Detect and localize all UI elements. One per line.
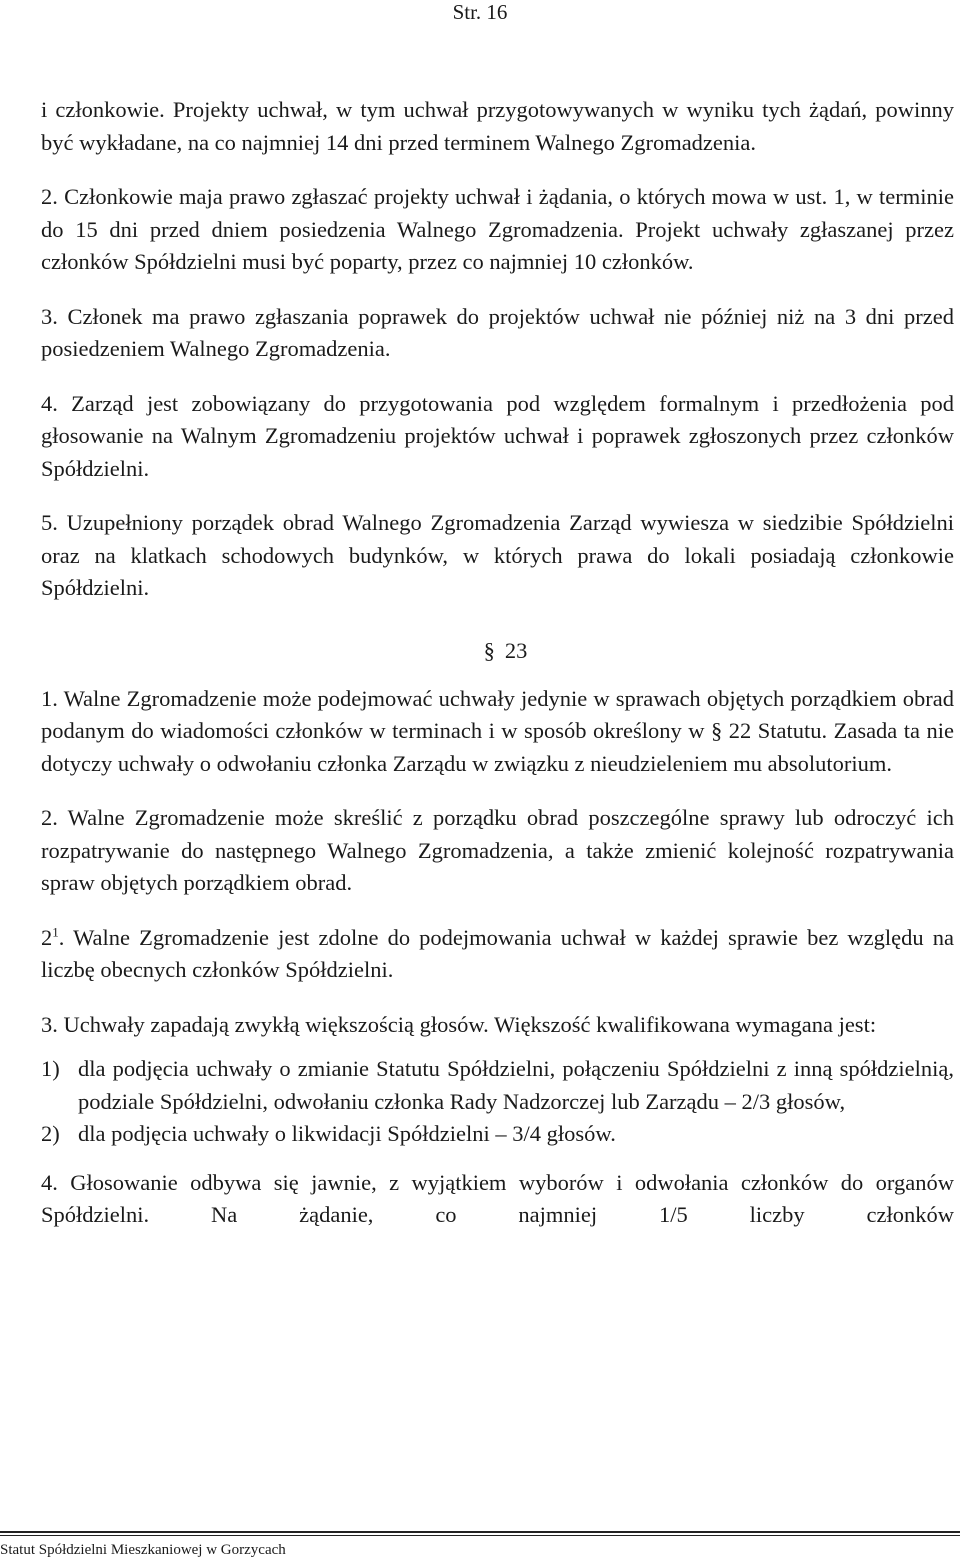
section-paragraph-1: 1. Walne Zgromadzenie może podejmować uchwały jedynie w sprawach objętych porządkiem obrad podanym do wiadomości członków w terminach i w sposób określony w § 22 Statutu. Zasada ta nie dotyczy uchwały o odwołaniu członka Zarządu w związku z nieudzieleniem mu absolutorium. — [41, 685, 954, 776]
list-item-text: dla podjęcia uchwały o likwidacji Spółdzielni – 3/4 głosów. — [78, 1121, 616, 1146]
paragraph-2-1-prefix: 2 — [41, 924, 53, 950]
section-sign: § — [483, 637, 495, 663]
paragraph-2-1-superscript: 1 — [52, 924, 59, 939]
section-paragraph-4: 4. Głosowanie odbywa się jawnie, z wyjątkiem wyborów i odwołania członków do organów Spółdzielni. Na żądanie, co najmniej 1/5 liczby członków — [41, 1169, 954, 1227]
paragraph-3: 3. Członek ma prawo zgłaszania poprawek do projektów uchwał nie później niż na 3 dni przed posiedzeniem Walnego Zgromadzenia. — [41, 303, 954, 361]
page-number-header: Str. 16 — [452, 0, 508, 24]
paragraph-2: 2. Członkowie maja prawo zgłaszać projekty uchwał i żądania, o których mowa w ust. 1, w terminie do 15 dni przed dniem posiedzenia Walnego Zgromadzenia. Projekt uchwały zgłaszanej przez członków Spółdzielni musi być poparty, przez co najmniej 10 członków. — [41, 184, 954, 274]
section-number: 23 — [504, 637, 528, 663]
list-item-number: 1) — [41, 1056, 60, 1081]
section-heading — [41, 635, 954, 669]
section-paragraph-2-1 — [41, 922, 954, 987]
paragraph-5: 5. Uzupełniony porządek obrad Walnego Zgromadzenia Zarząd wywiesza w siedzibie Spółdzielni oraz na klatkach schodowych budynków, w których prawa do lokali posiadają członkowie Spółdzielni. — [41, 510, 954, 600]
document-footer: Statut Spółdzielni Mieszkaniowej w Gorzycach — [0, 1542, 286, 1558]
qualified-majority-list — [41, 1053, 954, 1151]
list-item-text: dla podjęcia uchwały o zmianie Statutu Spółdzielni, połączeniu Spółdzielni z inną spółdzielnią, podziale Spółdzielni, odwołaniu członka Rady Nadzorczej lub Zarządu – 2/3 głosów, — [78, 1056, 954, 1114]
list-item — [41, 1053, 954, 1118]
footer-rule — [0, 1531, 960, 1533]
document-body — [41, 94, 954, 1254]
paragraph-4: 4. Zarząd jest zobowiązany do przygotowania pod względem formalnym i przedłożenia pod głosowanie na Walnym Zgromadzeniu projektów uchwał i poprawek zgłoszonych przez członków Spółdzielni. — [41, 390, 954, 481]
section-paragraph-3: 3. Uchwały zapadają zwykłą większością głosów. Większość kwalifikowana wymagana jest: — [41, 1011, 877, 1037]
footer-rule-thin — [0, 1535, 960, 1536]
paragraph-2-1-text: . Walne Zgromadzenie jest zdolne do podejmowania uchwał w każdej sprawie bez względu na liczbę obecnych członków Spółdzielni. — [41, 924, 954, 982]
paragraph-intro: i członkowie. Projekty uchwał, w tym uchwał przygotowywanych w wyniku tych żądań, powinny być wykładane, na co najmniej 14 dni przed terminem Walnego Zgromadzenia. — [41, 97, 954, 155]
section-paragraph-2: 2. Walne Zgromadzenie może skreślić z porządku obrad poszczególne sprawy lub odroczyć ich rozpatrywanie do następnego Walnego Zgromadzenia, a także zmienić kolejność rozpatrywania spraw objętych porządkiem obrad. — [41, 805, 954, 895]
list-item — [41, 1118, 954, 1151]
list-item-number: 2) — [41, 1121, 60, 1146]
